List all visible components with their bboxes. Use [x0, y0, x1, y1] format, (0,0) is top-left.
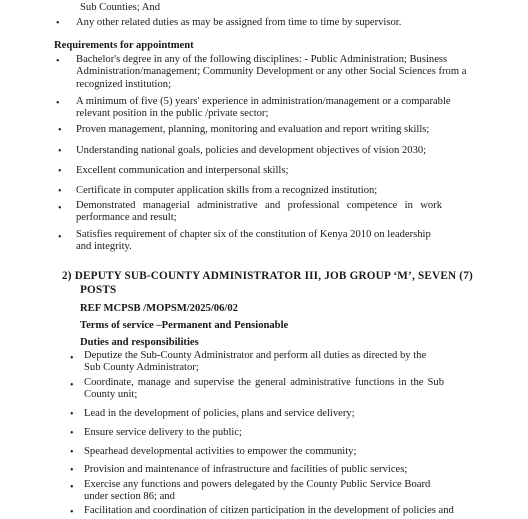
list-item: Satisfies requirement of chapter six of the constitution of Kenya 2010 on leadership and integrity. — [76, 229, 431, 253]
duties-heading: Duties and responsibilities — [80, 337, 199, 348]
position-title-continued: POSTS — [80, 284, 117, 296]
list-item: Spearhead developmental activities to empower the community; — [84, 446, 357, 457]
reference-number: REF MCPSB /MOPSM/2025/06/02 — [80, 303, 238, 314]
bullet-icon: • — [56, 98, 60, 109]
list-item: Demonstrated managerial administrative and professional competence in work performance and result; — [76, 200, 442, 224]
bullet-icon: • — [70, 447, 74, 458]
list-item: Facilitation and coordination of citizen participation in the development of policies and — [84, 505, 454, 516]
bullet-icon: • — [70, 428, 74, 439]
terms-of-service: Terms of service –Permanent and Pensionable — [80, 320, 289, 331]
bullet-icon: • — [56, 18, 60, 29]
bullet-icon: • — [70, 380, 74, 391]
bullet-icon: • — [70, 409, 74, 420]
list-item: Bachelor's degree in any of the following disciplines: - Public Administration; Business Administration/management; Community Development or any other Social Sciences from a recognized institution; — [76, 54, 467, 90]
text-fragment: Sub Counties; And — [80, 2, 161, 13]
bullet-icon: • — [58, 125, 62, 136]
list-item: Exercise any functions and powers delegated by the County Public Service Board under section 86; and — [84, 479, 431, 503]
bullet-icon: • — [70, 482, 74, 493]
list-item: Lead in the development of policies, plans and service delivery; — [84, 408, 355, 419]
list-item: Ensure service delivery to the public; — [84, 427, 242, 438]
list-item: Understanding national goals, policies and development objectives of vision 2030; — [76, 145, 427, 156]
bullet-icon: • — [70, 465, 74, 476]
list-item: Provision and maintenance of infrastructure and facilities of public services; — [84, 464, 408, 475]
bullet-icon: • — [56, 56, 60, 67]
bullet-icon: • — [58, 166, 62, 177]
bullet-icon: • — [70, 507, 74, 518]
list-item: Any other related duties as may be assigned from time to time by supervisor. — [76, 17, 402, 28]
bullet-icon: • — [58, 146, 62, 157]
section-heading: Requirements for appointment — [54, 40, 194, 51]
bullet-icon: • — [58, 186, 62, 197]
list-item: Excellent communication and interpersonal skills; — [76, 165, 289, 176]
position-title: 2) DEPUTY SUB-COUNTY ADMINISTRATOR III, JOB GROUP ‘M’, SEVEN (7) — [62, 270, 473, 282]
bullet-icon: • — [70, 353, 74, 364]
list-item: Proven management, planning, monitoring and evaluation and report writing skills; — [76, 124, 430, 135]
list-item: Deputize the Sub-County Administrator and perform all duties as directed by the Sub County Administrator; — [84, 350, 427, 374]
bullet-icon: • — [58, 203, 62, 214]
list-item: A minimum of five (5) years' experience in administration/management or a comparable relevant position in the public /private sector; — [76, 96, 451, 120]
list-item: Certificate in computer application skills from a recognized institution; — [76, 185, 378, 196]
bullet-icon: • — [58, 232, 62, 243]
list-item: Coordinate, manage and supervise the general administrative functions in the Sub County unit; — [84, 377, 444, 401]
